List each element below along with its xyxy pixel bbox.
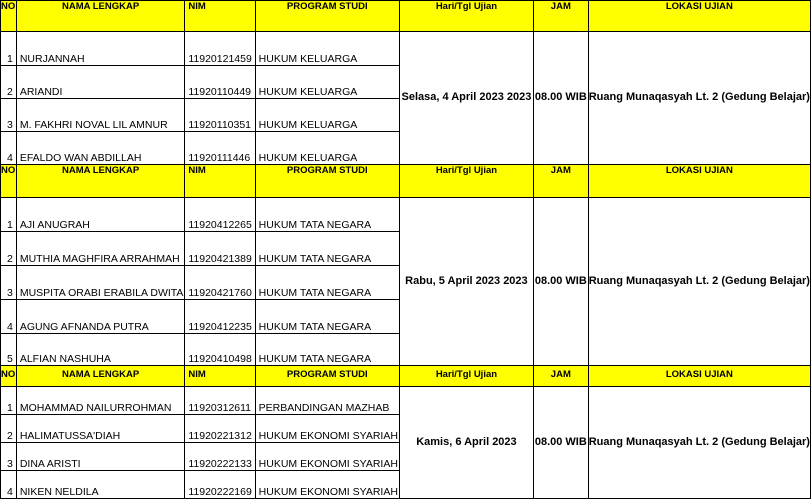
cell-prodi: HUKUM TATA NEGARA [255,198,399,232]
cell-nama: AGUNG AFNANDA PUTRA [16,300,185,334]
cell-lokasi: Ruang Munaqasyah Lt. 2 (Gedung Belajar) [588,198,810,366]
cell-nama: AJI ANUGRAH [16,198,185,232]
cell-prodi: HUKUM KELUARGA [255,99,399,132]
cell-no: 3 [1,99,17,132]
cell-nama: NIKEN NELDILA [16,471,185,499]
header-no: NO [1,366,17,387]
cell-nim: 11920410498 [185,334,255,366]
header-nama: NAMA LENGKAP [16,165,185,198]
header-nim: NIM [185,1,255,32]
cell-nim: 11920312611 [185,387,255,415]
cell-prodi: HUKUM TATA NEGARA [255,334,399,366]
cell-no: 1 [1,198,17,232]
header-no: NO [1,1,17,32]
cell-nim: 11920412235 [185,300,255,334]
cell-hari: Rabu, 5 April 2023 2023 [399,198,533,366]
cell-nim: 11920110449 [185,66,255,99]
header-nama: NAMA LENGKAP [16,1,185,32]
cell-jam: 08.00 WIB [533,387,588,499]
cell-nama: EFALDO WAN ABDILLAH [16,132,185,165]
header-hari: Hari/Tgl Ujian [399,165,533,198]
cell-hari: Kamis, 6 April 2023 [399,387,533,499]
cell-nama: DINA ARISTI [16,443,185,471]
cell-nama: NURJANNAH [16,32,185,66]
header-jam: JAM [533,366,588,387]
table-row [1,198,811,232]
cell-no: 1 [1,32,17,66]
cell-no: 4 [1,300,17,334]
header-nama: NAMA LENGKAP [16,366,185,387]
header-row [1,1,811,32]
cell-no: 1 [1,387,17,415]
table-row [1,32,811,66]
cell-no: 4 [1,471,17,499]
header-hari: Hari/Tgl Ujian [399,1,533,32]
header-row [1,366,811,387]
cell-nim: 11920222169 [185,471,255,499]
cell-lokasi: Ruang Munaqasyah Lt. 2 (Gedung Belajar) [588,32,810,165]
header-row [1,165,811,198]
cell-nim: 11920121459 [185,32,255,66]
cell-nama: MOHAMMAD NAILURROHMAN [16,387,185,415]
cell-prodi: HUKUM TATA NEGARA [255,266,399,300]
cell-prodi: HUKUM EKONOMI SYARIAH [255,471,399,499]
header-no: NO [1,165,17,198]
cell-prodi: HUKUM KELUARGA [255,132,399,165]
cell-no: 2 [1,232,17,266]
cell-nim: 11920110351 [185,99,255,132]
cell-nim: 11920412265 [185,198,255,232]
cell-nama: ARIANDI [16,66,185,99]
cell-no: 3 [1,266,17,300]
header-prodi: PROGRAM STUDI [255,366,399,387]
cell-no: 2 [1,66,17,99]
cell-nim: 11920222133 [185,443,255,471]
cell-nama: HALIMATUSSA'DIAH [16,415,185,443]
header-lokasi: LOKASI UJIAN [588,366,810,387]
header-jam: JAM [533,1,588,32]
cell-prodi: HUKUM KELUARGA [255,66,399,99]
cell-jam: 08.00 WIB [533,198,588,366]
cell-prodi: HUKUM EKONOMI SYARIAH [255,443,399,471]
cell-lokasi: Ruang Munaqasyah Lt. 2 (Gedung Belajar) [588,387,810,499]
cell-no: 5 [1,334,17,366]
header-prodi: PROGRAM STUDI [255,1,399,32]
cell-nim: 11920111446 [185,132,255,165]
header-nim: NIM [185,165,255,198]
cell-jam: 08.00 WIB [533,32,588,165]
cell-no: 4 [1,132,17,165]
cell-prodi: HUKUM TATA NEGARA [255,232,399,266]
header-hari: Hari/Tgl Ujian [399,366,533,387]
cell-nim: 11920421760 [185,266,255,300]
cell-nama: ALFIAN NASHUHA [16,334,185,366]
header-prodi: PROGRAM STUDI [255,165,399,198]
cell-nim: 11920221312 [185,415,255,443]
cell-prodi: HUKUM KELUARGA [255,32,399,66]
cell-prodi: PERBANDINGAN MAZHAB [255,387,399,415]
cell-prodi: HUKUM TATA NEGARA [255,300,399,334]
header-jam: JAM [533,165,588,198]
cell-nim: 11920421389 [185,232,255,266]
cell-no: 2 [1,415,17,443]
cell-prodi: HUKUM EKONOMI SYARIAH [255,415,399,443]
cell-no: 3 [1,443,17,471]
cell-hari: Selasa, 4 April 2023 2023 [399,32,533,165]
cell-nama: M. FAKHRI NOVAL LIL AMNUR [16,99,185,132]
table-row [1,387,811,415]
cell-nama: MUTHIA MAGHFIRA ARRAHMAH [16,232,185,266]
header-nim: NIM [185,366,255,387]
header-lokasi: LOKASI UJIAN [588,165,810,198]
header-lokasi: LOKASI UJIAN [588,1,810,32]
cell-nama: MUSPITA ORABI ERABILA DWITA [16,266,185,300]
